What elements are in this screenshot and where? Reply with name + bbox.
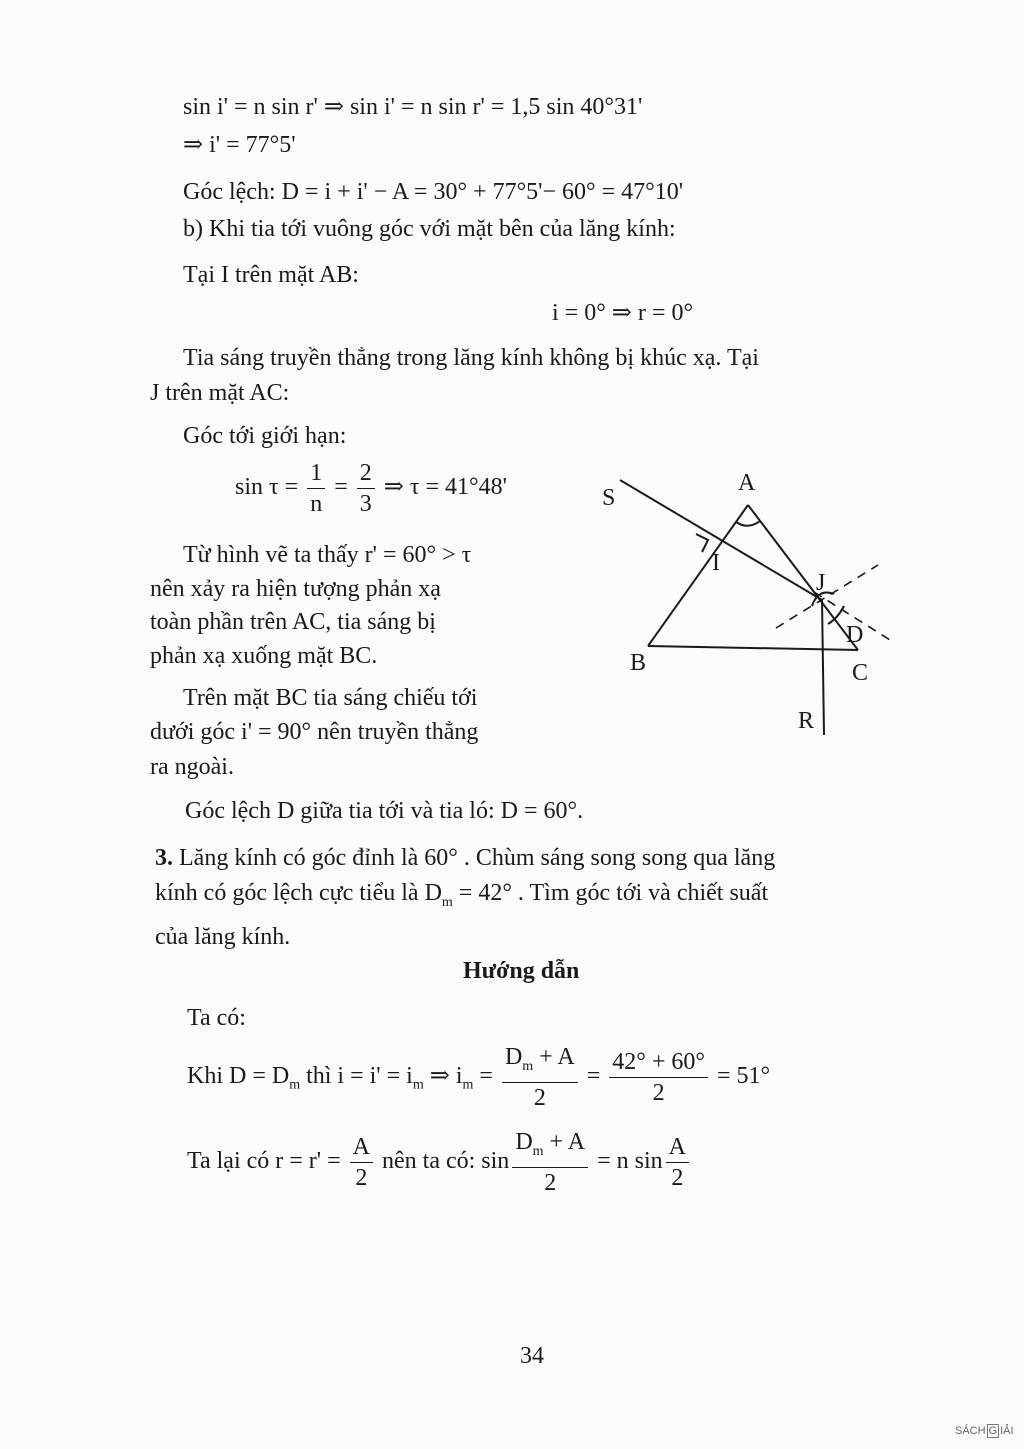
equation-line: ⇒ i' = 77°5' [183,132,296,158]
incident-ray [620,480,822,600]
text-line: Ta có: [187,1005,246,1031]
text-line: Góc lệch D giữa tia tới và tia ló: D = 60°. [185,798,584,824]
equation-critical-angle: sin τ = $\frac{1}{n}$ = $\frac{2}{3}$ ⇒ τ = 41°48' [235,460,507,517]
apex-angle-arc [736,521,760,526]
text-line: b) Khi tia tới vuông góc với mặt bên của lăng kính: [183,216,676,242]
text-line: phản xạ xuống mặt BC. [150,643,378,669]
text-line: J trên mặt AC: [150,380,290,406]
text-line: Tại I trên mặt AB: [183,262,359,288]
label-r: R [798,708,815,734]
text-line: Trên mặt BC tia sáng chiếu tới [183,685,478,711]
equation-line: Góc lệch: D = i + i' − A = 30° + 77°5'− 60° = 47°10' [183,179,684,205]
label-j: J [816,570,826,596]
fraction: $\frac{D_m + A}{2}$ [512,1127,588,1198]
exercise-line: của lăng kính. [155,924,291,950]
text-line: ra ngoài. [150,754,234,780]
page-number: 34 [520,1343,544,1369]
exercise-line: 3. Lăng kính có góc đỉnh là 60° . Chùm sáng song song qua lăng [155,845,776,871]
equation-line: sin i' = n sin r' ⇒ sin i' = n sin r' = 1,5 sin 40°31' [183,94,643,120]
label-i: I [712,550,720,576]
equation-min-deviation: Khi $D = D_m$ thì $i = i' = i_m$ ⇒ $i_m$ = $\frac{D_m + A}{2}$ = $\frac{42^\circ + 60^\circ}{2}$ = 51° [187,1044,771,1111]
prism-diagram [590,460,910,750]
fraction: $\frac{D_m + A}{2}$ [502,1042,578,1113]
label-d: D [846,622,864,648]
equation-refraction-index: Ta lại có r = r' = $\frac{A}{2}$ nên ta có: sin $\frac{D_m + A}{2}$ = n sin $\frac{A}{2}$ [187,1127,692,1198]
fraction: $\frac{A}{2}$ [666,1132,689,1193]
text-line: Từ hình vẽ ta thấy r' = 60° > τ [183,542,472,568]
fraction: $\frac{1}{n}$ [307,458,325,519]
publisher-logo: SÁCH G IẢI [955,1425,1014,1437]
text-line: toàn phần trên AC, tia sáng bị [150,609,436,635]
text-line: Góc tới giới hạn: [183,423,347,449]
normal-line [776,565,878,628]
label-s: S [602,485,616,511]
prism-face-ac [748,505,858,650]
section-heading: Hướng dẫn [463,958,580,984]
label-b: B [630,650,647,676]
text-line: nên xảy ra hiện tượng phản xạ [150,576,441,602]
exercise-number: 3. [155,845,173,871]
equation-line: i = 0° ⇒ r = 0° [552,300,694,326]
right-angle-mark [696,534,708,552]
exercise-line: kính có góc lệch cực tiểu là $D_m = 42^\circ$ . Tìm góc tới và chiết suất [155,880,769,910]
text-line: dưới góc i' = 90° nên truyền thẳng [150,719,479,745]
fraction: $\frac{42^\circ + 60^\circ}{2}$ [609,1047,708,1108]
label-a: A [738,470,756,496]
fraction: $\frac{A}{2}$ [350,1132,373,1193]
prism-face-bc [648,646,858,650]
fraction: $\frac{2}{3}$ [357,458,375,519]
label-c: C [852,660,869,686]
text-line: Tia sáng truyền thẳng trong lăng kính không bị khúc xạ. Tại [183,345,759,371]
exit-ray [822,600,824,735]
